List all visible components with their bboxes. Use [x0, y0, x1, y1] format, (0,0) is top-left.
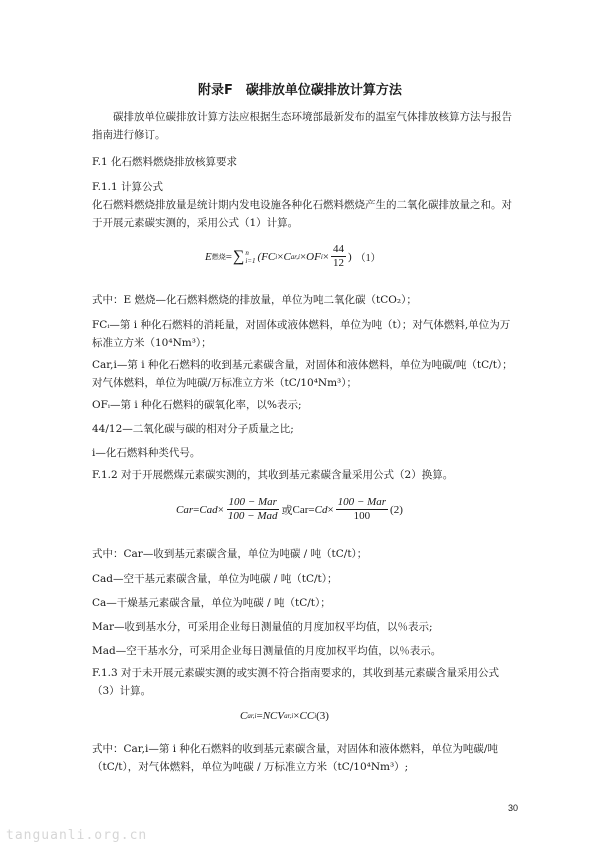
formula1-times-2: × — [299, 250, 307, 263]
fraction2-numerator: 100 − Mar — [337, 496, 387, 508]
formula2-times-2: × — [327, 503, 334, 516]
fraction2-denominator: 100 — [353, 510, 371, 522]
page-number: 30 — [508, 803, 519, 813]
formula3-c-sub: ar,i — [247, 712, 257, 720]
formula3-ncv-sub: ar,i — [284, 712, 294, 720]
definition-i: i—化石燃料种类代号。 — [92, 447, 201, 459]
definition-car: Car,i—第 i 种化石燃料的收到基元素碳含量，对固体和液体燃料，单位为吨碳/吨（tC/t）；对气体燃料，单位为吨碳/万标准立方米（tC/10⁴Nm³）； — [92, 359, 513, 389]
formula1-times-1: × — [277, 250, 284, 263]
definition-ratio: 44/12—二氧化碳与碳的相对分子质量之比; — [92, 423, 294, 435]
formula3-c: C — [240, 710, 248, 722]
formula2-or: 或 — [281, 504, 293, 517]
formula-1 — [205, 243, 381, 270]
formula2-cad: Cad — [199, 503, 218, 516]
formula2-car: Car — [176, 503, 194, 516]
section-f12-heading: F.1.2 对于开展燃煤元素碳实测的，其收到基元素碳含量采用公式（2）换算。 — [92, 469, 454, 481]
definition-e: 式中：E 燃烧—化石燃料燃烧的排放量，单位为吨二氧化碳（tCO₂）； — [92, 294, 417, 306]
formula2-times-1: × — [217, 503, 224, 516]
f11-paragraph: 化石燃料燃烧排放量是统计期内发电设施各种化石燃料燃烧产生的二氧化碳排放量之和。对于开展元素碳实测的，采用公式（1）计算。 — [92, 199, 512, 229]
formula1-of-sub: i — [320, 252, 323, 261]
section-f13-heading: F.1.3 对于未开展元素碳实测的或实测不符合指南要求的，其收到基元素碳含量采用公式（3）计算。 — [92, 667, 500, 697]
formula1-lhs-sub: 燃烧 — [211, 252, 226, 261]
formula2-eq-2: = — [308, 503, 315, 516]
definition-mad: Mad—空干基水分，可采用企业每日测量值的月度加权平均值，以％表示。 — [92, 645, 442, 657]
formula3-cc-sub: i — [314, 712, 317, 720]
definition-of: OFᵢ—第 i 种化石燃料的碳氧化率，以%表示; — [92, 399, 302, 411]
formula2-eq: = — [193, 503, 200, 516]
definition-car-i: 式中：Car,i—第 i 种化石燃料的收到基元素碳含量，对固体和液体燃料，单位为吨碳/吨（tC/t），对气体燃料，单位为吨碳 / 万标准立方米（tC/10⁴Nm³）; — [92, 743, 498, 773]
formula1-lhs: E — [205, 250, 212, 263]
formula1-of: OF — [306, 250, 321, 263]
formula2-cd: Cd — [314, 503, 328, 516]
formula3-cc: CC — [299, 710, 315, 722]
fraction-denominator: 12 — [333, 257, 344, 269]
intro-paragraph: 碳排放单位碳排放计算方法应根据生态环境部最新发布的温室气体排放核算方法与报告指南进行修订。 — [92, 111, 512, 141]
sum-lower: i=1 — [245, 256, 256, 265]
formula2-fraction-1 — [226, 496, 280, 523]
fraction-numerator: 44 — [333, 243, 344, 255]
formula1-times-3: × — [322, 250, 329, 263]
formula3-label: (3) — [316, 710, 329, 722]
summation-limits — [245, 249, 255, 265]
formula-2 — [176, 496, 403, 523]
summation-symbol: ∑ — [232, 247, 245, 265]
section-f1-heading: F.1 化石燃料燃烧排放核算要求 — [92, 156, 238, 168]
appendix-title: 附录F 碳排放单位碳排放计算方法 — [198, 83, 402, 98]
definition-fc: FCᵢ—第 i 种化石燃料的消耗量，对固体或液体燃料，单位为吨（t）；对气体燃料,单位为万标准立方米（10⁴Nm³）； — [92, 319, 511, 349]
formula1-label: （1） — [355, 253, 381, 264]
fraction1-numerator: 100 − Mar — [228, 496, 277, 508]
fraction1-denominator: 100 − Mad — [227, 510, 278, 522]
formula3-eq: = — [256, 710, 263, 722]
formula1-close: ) — [348, 250, 352, 263]
section-f11-heading: F.1.1 计算公式 — [92, 181, 164, 193]
formula1-fc-sub: i — [275, 252, 278, 261]
definition-cad: Cad—空干基元素碳含量，单位为吨碳 / 吨（tC/t）； — [92, 573, 338, 585]
watermark: tanguanli.org.cn — [6, 828, 148, 843]
formula1-fraction — [331, 243, 346, 270]
formula1-c-sub: ar,i — [290, 252, 300, 261]
definition-mar: Mar—收到基水分，可采用企业每日测量值的月度加权平均值，以％表示; — [92, 621, 433, 633]
definition-ca: Ca—干燥基元素碳含量，单位为吨碳 / 吨（tC/t）； — [92, 597, 331, 609]
definition-car-2: 式中：Car—收到基元素碳含量，单位为吨碳 / 吨（tC/t）； — [92, 548, 368, 560]
formula2-label: (2) — [390, 503, 403, 516]
formula1-eq: = — [225, 250, 232, 263]
sum-upper: n — [245, 248, 249, 257]
formula3-times: × — [293, 710, 300, 722]
formula2-fraction-2 — [336, 496, 388, 523]
formula3-ncv: NCV — [262, 710, 285, 722]
formula1-c: C — [283, 250, 291, 263]
formula1-fc: (FC — [257, 250, 276, 263]
formula2-car-2: Car — [292, 503, 309, 516]
formula-3 — [240, 710, 329, 722]
